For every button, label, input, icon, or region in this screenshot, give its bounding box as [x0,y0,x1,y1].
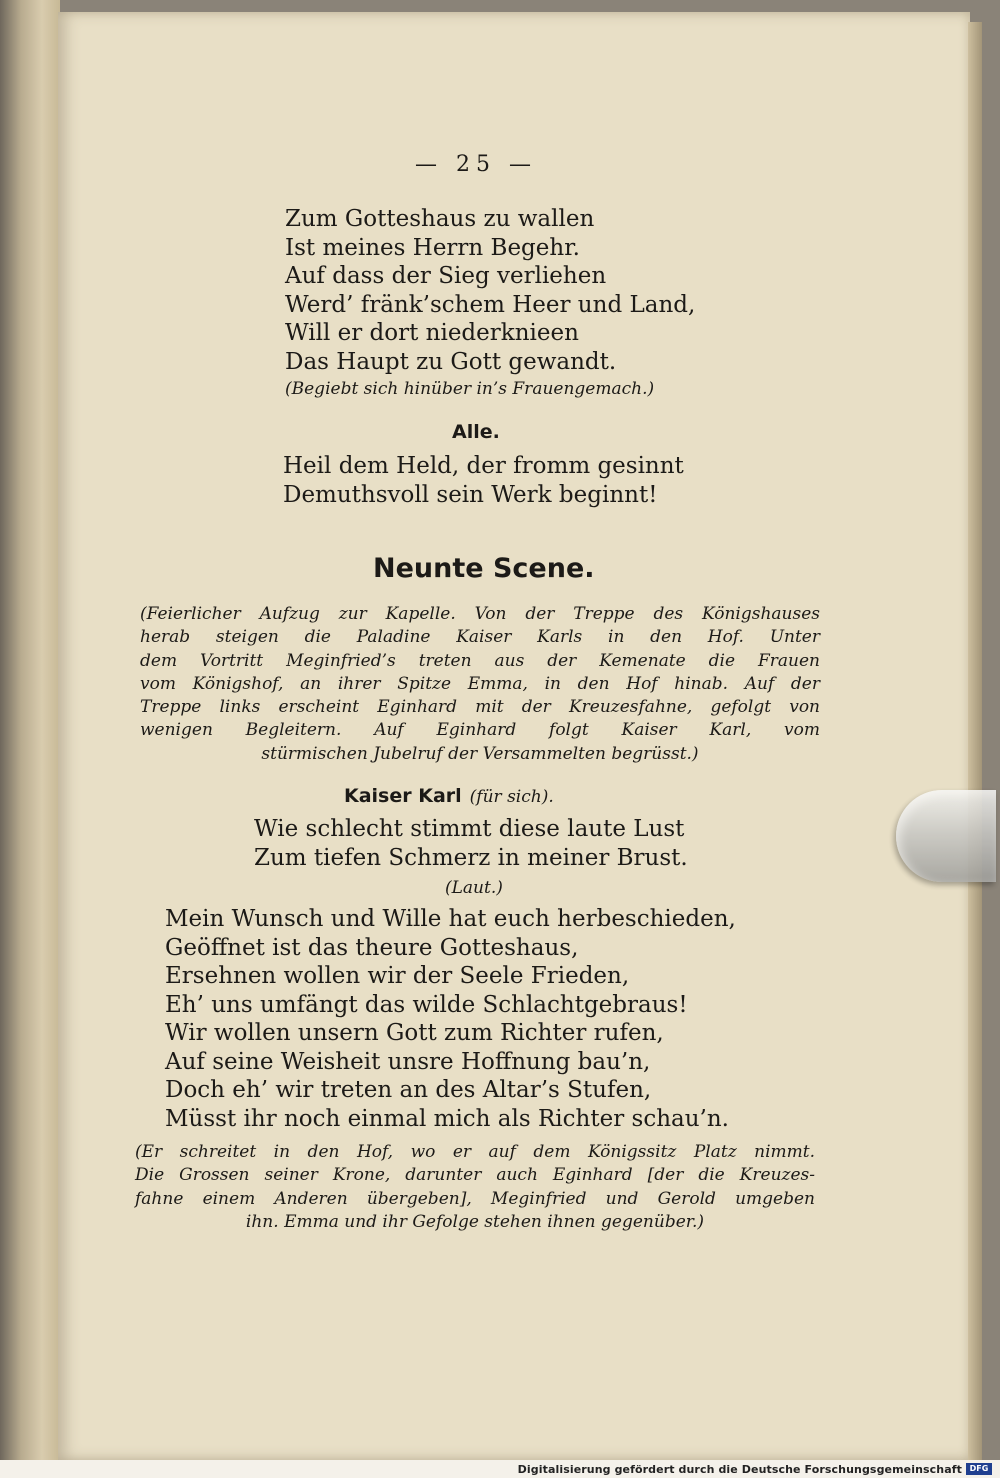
verse-line: Das Haupt zu Gott gewandt. [285,348,617,375]
verse-line: Doch eh’ wir treten an des Altar’s Stufen, [165,1077,652,1103]
verse-line: Eh’ uns umfängt das wilde Schlachtgebraus! [165,991,688,1018]
speaker-name: Alle. [452,421,500,443]
verse-line: Wir wollen unsern Gott zum Richter rufen, [165,1020,664,1046]
stage-line: vom Königshof, an ihrer Spitze Emma, in den Hof hinab. Auf der [140,673,820,694]
verse-block-4 [165,905,736,1133]
verse-block-3 [254,815,688,872]
stage-line: wenigen Begleitern. Auf Eginhard folgt Kaiser Karl, vom [140,720,820,741]
stage-direction-block [140,603,820,766]
verse-line: Heil dem Held, der fromm gesinnt [283,453,684,479]
verse-line: Auf seine Weisheit unsre Hoffnung bau’n, [165,1048,651,1075]
stage-direction: (Laut.) [445,878,503,898]
page-number: — 25 — [415,152,537,177]
verse-line: Will er dort niederknieen [285,320,579,346]
verse-line: Ist meines Herrn Begehr. [285,234,580,261]
dfg-logo: DFG [966,1463,992,1475]
verse-line: Demuthsvoll sein Werk beginnt! [283,481,658,508]
stage-line: ihn. Emma und ihr Gefolge stehen ihnen gegenüber.) [245,1211,705,1232]
stage-direction: (Begiebt sich hinüber in’s Frauengemach.) [285,379,655,399]
scene-heading: Neunte Scene. [373,553,595,584]
speaker-aside: (für sich). [469,787,554,807]
stage-line: fahne einem Anderen übergeben], Meginfried und Gerold umgeben [135,1188,815,1209]
stage-direction-block [135,1141,815,1234]
stage-line: Die Grossen seiner Krone, darunter auch Eginhard [der die Kreuzes- [135,1165,815,1186]
stage-line: stürmischen Jubelruf der Versammelten begrüsst.) [261,743,699,764]
verse-line: Geöffnet ist das theure Gotteshaus, [165,934,579,961]
book-spine-edge [0,0,60,1460]
speaker-line [344,785,554,807]
verse-line: Zum Gotteshaus zu wallen [285,206,595,232]
stage-line: dem Vortritt Meginfried’s treten aus der Kemenate die Frauen [140,650,820,671]
verse-block-2 [283,452,684,509]
speaker-name: Kaiser Karl [344,785,462,807]
verse-line: Mein Wunsch und Wille hat euch herbeschieden, [165,906,736,932]
stage-line: Treppe links erscheint Eginhard mit der Kreuzesfahne, gefolgt von [140,697,820,718]
verse-line: Wie schlecht stimmt diese laute Lust [254,816,685,842]
stage-line: (Feierlicher Aufzug zur Kapelle. Von der Treppe des Königshauses [140,604,820,624]
verse-line: Müsst ihr noch einmal mich als Richter schau’n. [165,1105,729,1132]
stage-line: herab steigen die Paladine Kaiser Karls in den Hof. Unter [140,627,820,648]
page-clip [896,790,996,882]
verse-line: Ersehnen wollen wir der Seele Frieden, [165,963,630,989]
stage-line: (Er schreitet in den Hof, wo er auf dem Königssitz Platz nimmt. [135,1142,815,1162]
verse-line: Auf dass der Sieg verliehen [285,263,607,289]
page-stack-edge [968,22,982,1460]
verse-line: Werd’ fränk’schem Heer und Land, [285,291,696,318]
digitization-credit: Digitalisierung gefördert durch die Deutsche Forschungsgemeinschaft [517,1463,962,1476]
verse-line: Zum tiefen Schmerz in meiner Brust. [254,844,688,871]
verse-block-1 [285,205,695,376]
